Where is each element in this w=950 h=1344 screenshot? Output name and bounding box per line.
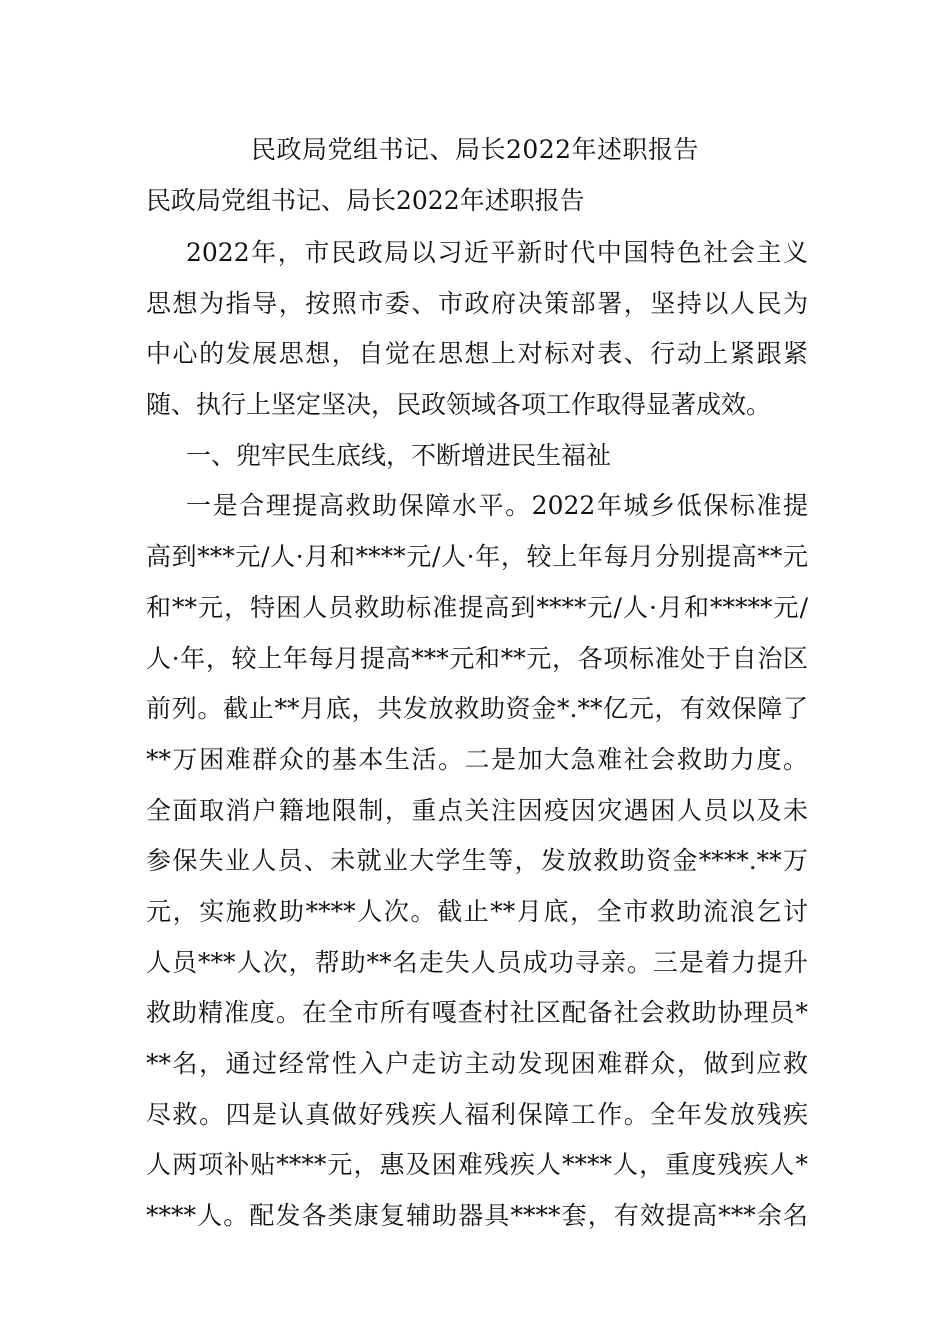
paragraph-line: 前列。截止**月底，共发放救助资金*.**亿元，有效保障了 — [146, 694, 808, 724]
paragraph-line: 人两项补贴****元，惠及困难残疾人****人，重度残疾人* — [146, 1150, 808, 1180]
paragraph-line: 人·年，较上年每月提高***元和**元，各项标准处于自治区 — [146, 643, 808, 673]
paragraph-line: **名，通过经常性入户走访主动发现困难群众，做到应救 — [146, 1049, 808, 1078]
paragraph-line: 救助精准度。在全市所有嘎查村社区配备社会救助协理员* — [146, 998, 808, 1028]
paragraph-line: 随、执行上坚定坚决，民政领域各项工作取得显著成效。 — [146, 390, 772, 420]
paragraph-line: 2022年，市民政局以习近平新时代中国特色社会主义 — [186, 238, 808, 267]
paragraph-line: 元，实施救助****人次。截止**月底，全市救助流浪乞讨 — [146, 896, 808, 926]
document-title: 民政局党组书记、局长2022年述职报告 — [250, 135, 700, 164]
paragraph-line: 一是合理提高救助保障水平。2022年城乡低保标准提 — [186, 491, 808, 521]
paragraph-line: 中心的发展思想，自觉在思想上对标对表、行动上紧跟紧 — [146, 339, 808, 369]
paragraph-line: 人员***人次，帮助**名走失人员成功寻亲。三是着力提升 — [146, 947, 808, 977]
paragraph-line: 高到***元/人·月和****元/人·年，较上年每月分别提高**元 — [146, 542, 808, 572]
paragraph-line: **万困难群众的基本生活。二是加大急难社会救助力度。 — [146, 744, 808, 774]
paragraph-line: ****人。配发各类康复辅助器具****套，有效提高***余名 — [146, 1201, 808, 1231]
paragraph-line: 思想为指导，按照市委、市政府决策部署，坚持以人民为 — [146, 288, 808, 318]
paragraph-line: 和**元，特困人员救助标准提高到****元/人·月和*****元/ — [146, 592, 808, 622]
paragraph-line: 参保失业人员、未就业大学生等，发放救助资金****.**万 — [146, 846, 808, 876]
paragraph-line: 全面取消户籍地限制，重点关注因疫因灾遇困人员以及未 — [146, 795, 808, 825]
paragraph-line: 尽救。四是认真做好残疾人福利保障工作。全年发放残疾 — [146, 1099, 808, 1129]
body-text — [146, 228, 808, 1242]
section-heading: 一、兜牢民生底线，不断增进民生福祉 — [186, 440, 612, 470]
document-subtitle: 民政局党组书记、局长2022年述职报告 — [146, 186, 585, 215]
